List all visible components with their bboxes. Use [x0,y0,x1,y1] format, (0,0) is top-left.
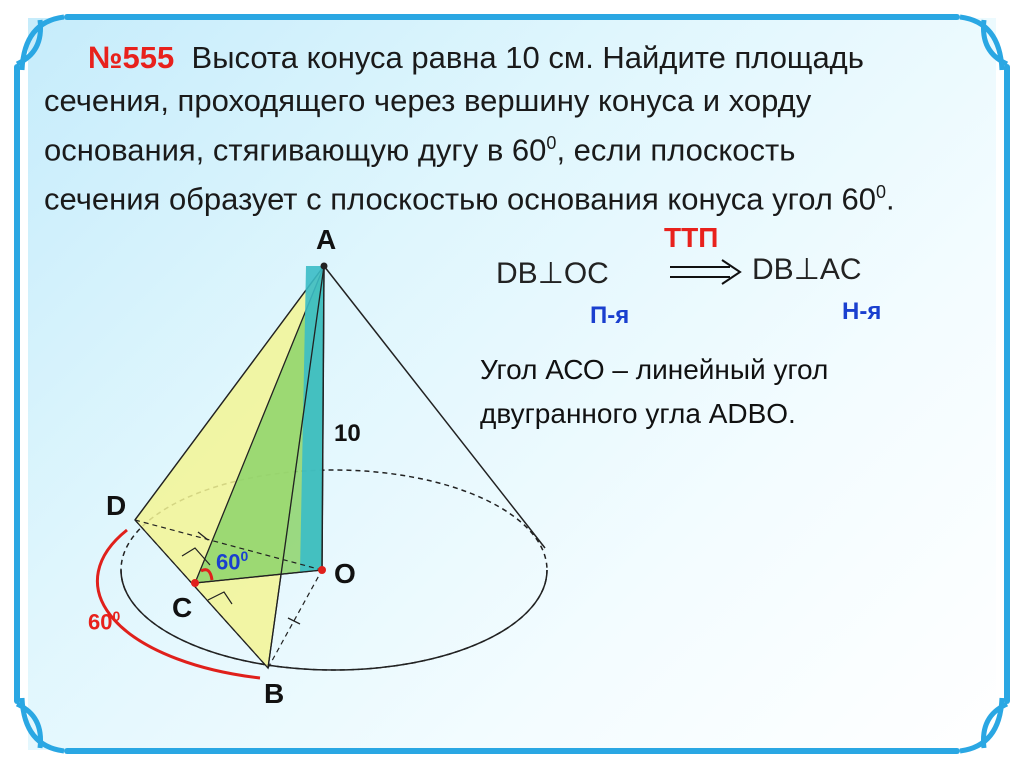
implies-arrow-icon [666,258,746,288]
point-C [191,579,199,587]
projection-label: П-я [590,302,630,329]
problem-line-3: основания, стягивающую дугу в $60^0$, если плоскость [44,132,796,168]
explanation-line-2: двугранного угла ADBO. [480,398,796,429]
tick-mark-2 [288,618,300,624]
problem-number: №555 [88,40,175,75]
explanation-line-1: Угол АСО – линейный угол [480,354,829,385]
problem-line-4: сечения образует с плоскостью основания конуса угол $60^0$. [44,181,895,217]
label-C: C [172,592,193,623]
problem-line-1: Высота конуса равна 10 см. Найдите площадь [191,40,864,75]
slant-label: Н-я [842,298,882,325]
angle-label: $60^0$ [216,548,249,575]
arc-label: $60^0$ [88,608,121,635]
explanation [480,348,828,436]
label-A: A [316,224,337,255]
label-O: O [334,558,356,589]
height-label: 10 [334,420,361,447]
premise: DB⊥OC [496,257,609,290]
ttp-label: ТТП [664,222,719,253]
point-A [321,263,328,270]
conclusion: DB⊥AC [752,253,862,286]
point-O [318,566,326,574]
label-D: D [106,490,127,521]
label-B: B [264,678,285,709]
problem-line-2: сечения, проходящего через вершину конуса и хорду [44,83,812,118]
